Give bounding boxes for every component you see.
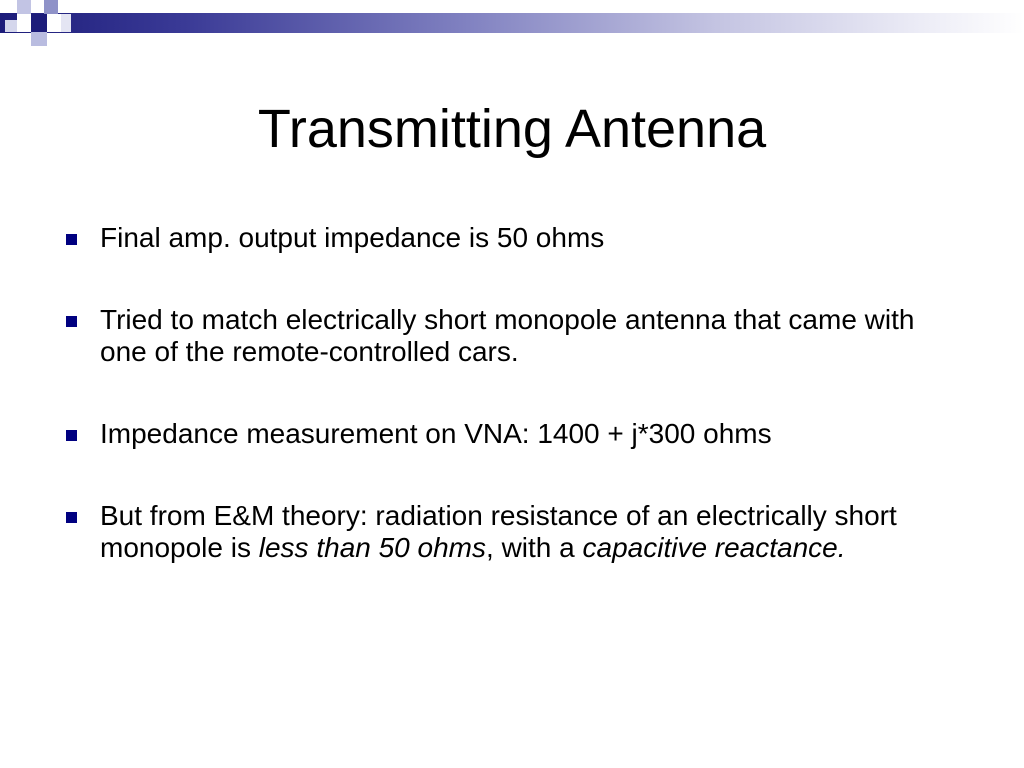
bullet-list bbox=[64, 222, 954, 614]
bullet-text: Impedance measurement on VNA: 1400 + j*300 ohms bbox=[100, 418, 772, 449]
bullet-text: Final amp. output impedance is 50 ohms bbox=[100, 222, 605, 253]
decorative-square bbox=[17, 0, 31, 14]
bullet-text: , with a bbox=[486, 532, 583, 563]
header-gradient-band bbox=[0, 13, 1024, 33]
bullet-text-italic: less than 50 ohms bbox=[258, 532, 487, 563]
decorative-square bbox=[44, 0, 58, 14]
bullet-item bbox=[64, 500, 954, 564]
bullet-square-icon bbox=[66, 316, 77, 327]
bullet-text-italic: capacitive reactance. bbox=[582, 532, 846, 563]
bullet-square-icon bbox=[66, 430, 77, 441]
bullet-square-icon bbox=[66, 234, 77, 245]
decorative-square bbox=[47, 14, 61, 32]
decorative-square bbox=[61, 14, 71, 32]
bullet-text: But from E&M theory: radiation resistance of an electrically short monopole is bbox=[100, 500, 897, 563]
decorative-square bbox=[5, 20, 17, 32]
decorative-square bbox=[17, 14, 31, 32]
bullet-item bbox=[64, 418, 954, 450]
bullet-item bbox=[64, 222, 954, 254]
decorative-square bbox=[31, 32, 47, 46]
bullet-square-icon bbox=[66, 512, 77, 523]
slide-title: Transmitting Antenna bbox=[257, 99, 767, 159]
bullet-text: Tried to match electrically short monopole antenna that came with one of the remote-controlled cars. bbox=[100, 304, 915, 367]
bullet-item bbox=[64, 304, 954, 368]
decorative-square bbox=[31, 14, 47, 32]
